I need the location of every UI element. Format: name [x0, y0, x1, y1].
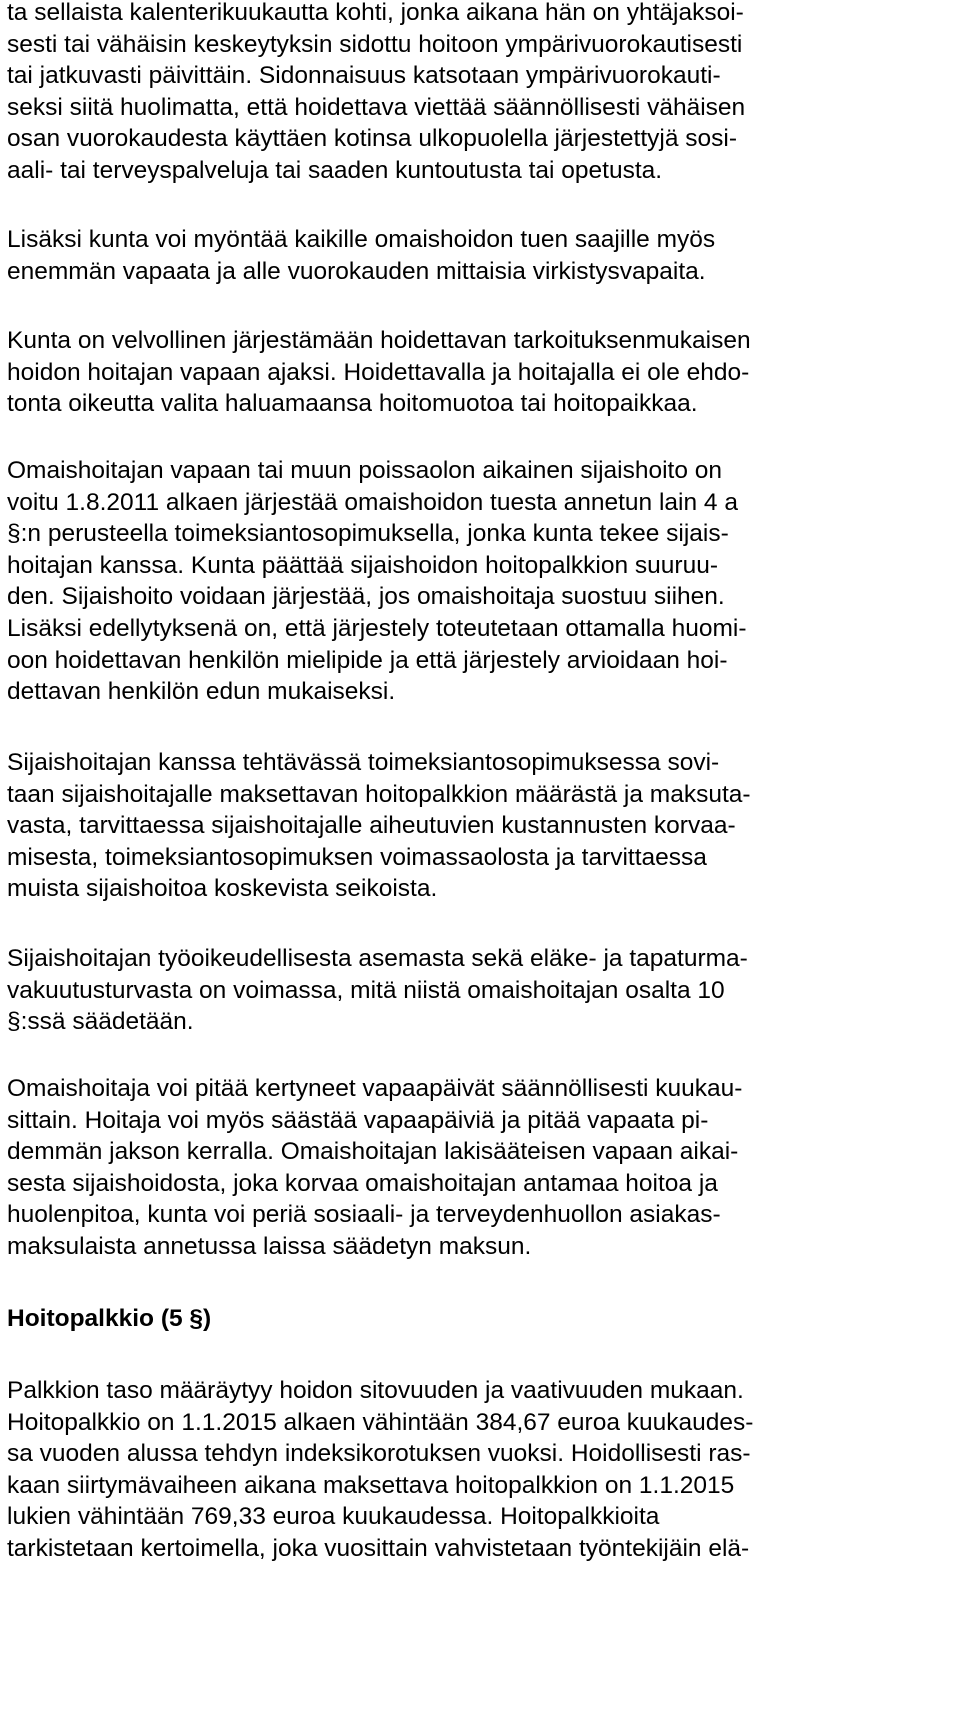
- text-line: vasta, tarvittaessa sijaishoitajalle aiheutuvien kustannusten korvaa-: [7, 812, 736, 840]
- text-line: voitu 1.8.2011 alkaen järjestää omaishoidon tuesta annetun lain 4 a: [7, 488, 738, 516]
- text-line: Lisäksi kunta voi myöntää kaikille omaishoidon tuen saajille myös: [7, 226, 716, 253]
- text-line: den. Sijaishoito voidaan järjestää, jos omaishoitaja suostuu siihen.: [7, 583, 725, 611]
- text-line: lukien vähintään 769,33 euroa kuukaudessa. Hoitopalkkioita: [7, 1503, 660, 1531]
- text-line: tarkistetaan kertoimella, joka vuosittain vahvistetaan työntekijäin elä-: [7, 1534, 750, 1562]
- text-line: osan vuorokaudesta käyttäen kotinsa ulkopuolella järjestettyjä sosi-: [7, 125, 737, 153]
- text-line: Kunta on velvollinen järjestämään hoidettavan tarkoituksenmukaisen: [7, 327, 751, 354]
- paragraph-care-fee: [7, 1375, 753, 1565]
- text-line: ta sellaista kalenterikuukautta kohti, jonka aikana hän on yhtäjaksoi-: [7, 0, 744, 26]
- paragraph-employment-status: [7, 943, 748, 1038]
- paragraph-substitute-care: [7, 455, 747, 708]
- text-line: §:n perusteella toimeksiantosopimuksella, jonka kunta tekee sijais-: [7, 520, 729, 548]
- text-line: tai jatkuvasti päivittäin. Sidonnaisuus katsotaan ympärivuorokauti-: [7, 62, 721, 90]
- paragraph-extra-leave: [7, 224, 715, 287]
- text-line: muista sijaishoitoa koskevista seikoista.: [7, 875, 438, 903]
- text-line: Omaishoitajan vapaan tai muun poissaolon aikainen sijaishoito on: [7, 457, 723, 484]
- text-line: huolenpitoa, kunta voi periä sosiaali- ja terveydenhuollon asiakas-: [7, 1201, 721, 1229]
- text-line: dettavan henkilön edun mukaiseksi.: [7, 678, 396, 706]
- text-line: sesta sijaishoidosta, joka korvaa omaishoitajan antamaa hoitoa ja: [7, 1169, 718, 1197]
- text-line: oon hoidettavan henkilön mielipide ja että järjestely arvioidaan hoi-: [7, 646, 728, 674]
- text-line: enemmän vapaata ja alle vuorokauden mittaisia virkistysvapaita.: [7, 257, 706, 285]
- text-line: misesta, toimeksiantosopimuksen voimassaolosta ja tarvittaessa: [7, 843, 707, 871]
- text-line: hoidon hoitajan vapaan ajaksi. Hoidettavalla ja hoitajalla ei ole ehdo-: [7, 358, 750, 386]
- section-heading: Hoitopalkkio (5 §): [7, 1305, 212, 1332]
- text-line: seksi siitä huolimatta, että hoidettava viettää säännöllisesti vähäisen: [7, 93, 746, 121]
- text-line: hoitajan kanssa. Kunta päättää sijaishoidon hoitopalkkion suuruu-: [7, 551, 718, 579]
- text-line: Lisäksi edellytyksenä on, että järjestely toteutetaan ottamalla huomi-: [7, 614, 747, 642]
- paragraph-municipality-duty: [7, 325, 751, 420]
- text-line: §:ssä säädetään.: [7, 1008, 194, 1036]
- text-line: demmän jakson kerralla. Omaishoitajan lakisääteisen vapaan aikai-: [7, 1138, 739, 1166]
- text-line: kaan siirtymävaiheen aikana maksettava hoitopalkkion on 1.1.2015: [7, 1471, 735, 1499]
- text-line: taan sijaishoitajalle maksettavan hoitopalkkion määrästä ja maksuta-: [7, 780, 751, 808]
- text-line: vakuutusturvasta on voimassa, mitä niistä omaishoitajan osalta 10: [7, 976, 725, 1004]
- text-line: Hoitopalkkio on 1.1.2015 alkaen vähintään 384,67 euroa kuukaudes-: [7, 1408, 754, 1436]
- paragraph-caregiver-eligibility: [7, 0, 745, 187]
- text-line: tonta oikeutta valita haluamaansa hoitomuotoa tai hoitopaikkaa.: [7, 390, 698, 418]
- text-line: Palkkion taso määräytyy hoidon sitovuuden ja vaativuuden mukaan.: [7, 1377, 744, 1404]
- text-line: sesti tai vähäisin keskeytyksin sidottu hoitoon ympärivuorokautisesti: [7, 30, 743, 58]
- text-line: sittain. Hoitaja voi myös säästää vapaapäiviä ja pitää vapaata pi-: [7, 1106, 709, 1134]
- text-line: Sijaishoitajan työoikeudellisesta asemasta sekä eläke- ja tapaturma-: [7, 945, 748, 972]
- text-line: Sijaishoitajan kanssa tehtävässä toimeksiantosopimuksessa sovi-: [7, 749, 720, 776]
- paragraph-commission-agreement: [7, 747, 751, 905]
- text-line: Omaishoitaja voi pitää kertyneet vapaapäivät säännöllisesti kuukau-: [7, 1075, 743, 1102]
- text-line: aali- tai terveyspalveluja tai saaden kuntoutusta tai opetusta.: [7, 156, 663, 184]
- text-line: maksulaista annetussa laissa säädetyn maksun.: [7, 1232, 532, 1260]
- text-line: sa vuoden alussa tehdyn indeksikorotuksen vuoksi. Hoidollisesti ras-: [7, 1440, 751, 1468]
- paragraph-leave-days: [7, 1073, 742, 1263]
